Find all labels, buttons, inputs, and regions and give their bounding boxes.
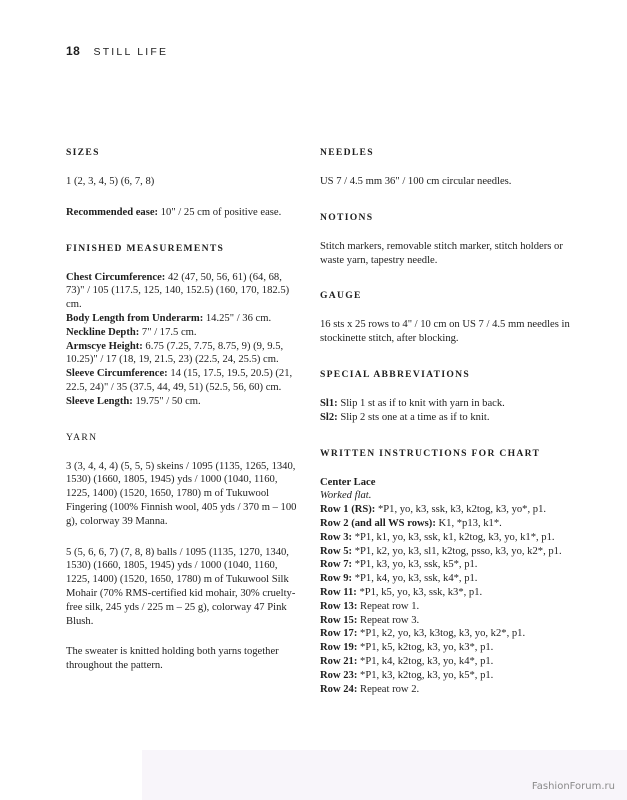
chart-row [320, 669, 570, 683]
row-instruction: *P1, k4, yo, k3, ssk, k4*, p1. [352, 573, 478, 585]
left-column [66, 146, 298, 673]
right-column [320, 146, 570, 696]
measurement-value: 6.75 (7.25, 7.75, 8.75, 9) (9, 9.5, 10.25)" / 17 (18, 19, 21.5, 23) (22.5, 24, 25.5) cm. [66, 340, 284, 366]
row-instruction: *P1, k1, yo, k3, ssk, k1, k2tog, k3, yo, k1*, p1. [352, 531, 555, 543]
row-label: Row 13: [320, 600, 358, 612]
row-instruction: *P1, k4, k2tog, k3, yo, k4*, p1. [357, 655, 494, 667]
abbreviations-list [320, 397, 570, 425]
page-header [66, 44, 168, 58]
chart-row [320, 683, 570, 697]
chart-row [320, 517, 570, 531]
chart-row [320, 586, 570, 600]
chart-row [320, 600, 570, 614]
measurement-label: Armscye Height: [66, 340, 143, 352]
chart-rows-list [320, 503, 570, 696]
ease-label: Recommended ease: [66, 206, 159, 218]
chart-row [320, 641, 570, 655]
center-lace-title: Center Lace [320, 476, 376, 488]
row-label: Row 7: [320, 559, 353, 571]
measurement-item [66, 271, 298, 312]
measurement-item [66, 326, 298, 340]
row-instruction: *P1, k2, yo, k3, k3tog, k3, yo, k2*, p1. [357, 628, 526, 640]
row-label: Row 1 (RS): [320, 504, 376, 516]
measurement-value: 14.25" / 36 cm. [203, 312, 272, 324]
row-label: Row 9: [320, 573, 353, 585]
notions-text: Stitch markers, removable stitch marker, stitch holders or waste yarn, tapestry needle. [320, 240, 563, 266]
recommended-ease [66, 206, 298, 220]
abbreviation-value: Slip 1 st as if to knit with yarn in back. [337, 397, 505, 409]
ease-value: 10" / 25 cm of positive ease. [158, 206, 282, 218]
row-label: Row 21: [320, 655, 358, 667]
row-label: Row 11: [320, 586, 357, 598]
abbreviation-label: Sl1: [320, 397, 338, 409]
notions-heading: NOTIONS [320, 211, 374, 223]
measurement-item [66, 367, 298, 395]
measurements-list [66, 271, 298, 409]
measurement-label: Body Length from Underarm: [66, 312, 204, 324]
page-number: 18 [66, 44, 81, 58]
chart-row [320, 655, 570, 669]
measurement-label: Neckline Depth: [66, 326, 140, 338]
watermark: FashionForum.ru [531, 781, 615, 792]
row-instruction: Repeat row 2. [357, 683, 420, 695]
measurement-item [66, 312, 298, 326]
row-instruction: *P1, k3, yo, k3, ssk, k5*, p1. [352, 559, 478, 571]
footer-band [142, 750, 627, 800]
abbreviation-label: Sl2: [320, 411, 338, 423]
measurement-value: 42 (47, 50, 56, 61) (64, 68, 73)" / 105 (117.5, 125, 140, 152.5) (160, 170, 182.5) cm. [66, 271, 290, 311]
measurement-item [66, 340, 298, 368]
gauge-text: 16 sts x 25 rows to 4" / 10 cm on US 7 / 4.5 mm needles in stockinette stitch, after blocking. [320, 319, 570, 345]
row-label: Row 17: [320, 628, 358, 640]
abbreviation-item [320, 397, 570, 411]
chart-row [320, 627, 570, 641]
yarn-heading: YARN [66, 431, 98, 443]
row-label: Row 2 (and all WS rows): [320, 517, 436, 529]
row-instruction: *P1, yo, k3, ssk, k3, k2tog, k3, yo*, p1. [375, 504, 547, 516]
row-instruction: *P1, k5, k2tog, k3, yo, k3*, p1. [357, 642, 494, 654]
sizes-heading: SIZES [66, 147, 100, 158]
row-instruction: Repeat row 1. [357, 600, 420, 612]
row-label: Row 23: [320, 669, 358, 681]
row-label: Row 5: [320, 545, 353, 557]
needles-text: US 7 / 4.5 mm 36" / 100 cm circular needles. [320, 176, 512, 187]
chart-row [320, 558, 570, 572]
yarn-fingering: 3 (3, 4, 4, 4) (5, 5, 5) skeins / 1095 (1135, 1265, 1340, 1530) (1660, 1805, 1945) yds / 1000 (1040, 1160, 1225, 1400) (1520, 1650, 1780) m of Tukuwool Fingering (100% Finnish wool, 405 yds / 370 m – 100 g), colorway 39 Manna. [66, 460, 297, 527]
needles-heading: NEEDLES [320, 147, 374, 158]
row-instruction: *P1, k2, yo, k3, sl1, k2tog, psso, k3, yo, k2*, p1. [352, 545, 562, 557]
yarn-mohair: 5 (5, 6, 6, 7) (7, 8, 8) balls / 1095 (1135, 1270, 1340, 1530) (1660, 1805, 1945) yds / 1000 (1040, 1160, 1225, 1400) (1520, 1650, 1780) m of Tukuwool Silk Mohair (70% RMS-certified kid mohair, 30% cruelty-free silk, 245 yds / 225 m – 25 g), colorway 47 Pink Blush. [66, 546, 296, 627]
measurements-heading: FINISHED MEASUREMENTS [66, 242, 225, 254]
chart-row [320, 614, 570, 628]
row-label: Row 19: [320, 642, 358, 654]
measurement-label: Sleeve Length: [66, 395, 133, 407]
measurement-value: 19.75" / 50 cm. [132, 395, 201, 407]
row-label: Row 15: [320, 614, 358, 626]
measurement-item [66, 395, 298, 409]
chart-row [320, 545, 570, 559]
measurement-value: 7" / 17.5 cm. [139, 326, 197, 338]
worked-flat-note: Worked flat. [320, 490, 372, 502]
row-label: Row 3: [320, 531, 353, 543]
chart-row [320, 572, 570, 586]
yarn-note: The sweater is knitted holding both yarns together throughout the pattern. [66, 646, 279, 672]
measurement-value: 14 (15, 17.5, 19.5, 20.5) (21, 22.5, 24)" / 35 (37.5, 44, 49, 51) (52.5, 56, 60) cm. [66, 368, 293, 393]
row-label: Row 24: [320, 683, 358, 695]
row-instruction: K1, *p13, k1*. [435, 517, 502, 529]
abbreviation-value: Slip 2 sts one at a time as if to knit. [337, 411, 490, 423]
chart-instructions-heading: WRITTEN INSTRUCTIONS FOR CHART [320, 447, 541, 459]
running-title: STILL LIFE [93, 46, 169, 58]
measurement-label: Sleeve Circumference: [66, 368, 168, 380]
row-instruction: *P1, k5, yo, k3, ssk, k3*, p1. [356, 586, 483, 598]
abbreviations-heading: SPECIAL ABBREVIATIONS [320, 368, 471, 380]
gauge-heading: GAUGE [320, 290, 362, 302]
row-instruction: *P1, k3, k2tog, k3, yo, k5*, p1. [357, 669, 494, 681]
chart-row [320, 531, 570, 545]
measurement-label: Chest Circumference: [66, 271, 166, 283]
row-instruction: Repeat row 3. [357, 614, 420, 626]
abbreviation-item [320, 411, 570, 425]
chart-row [320, 503, 570, 517]
sizes-values: 1 (2, 3, 4, 5) (6, 7, 8) [66, 176, 155, 187]
